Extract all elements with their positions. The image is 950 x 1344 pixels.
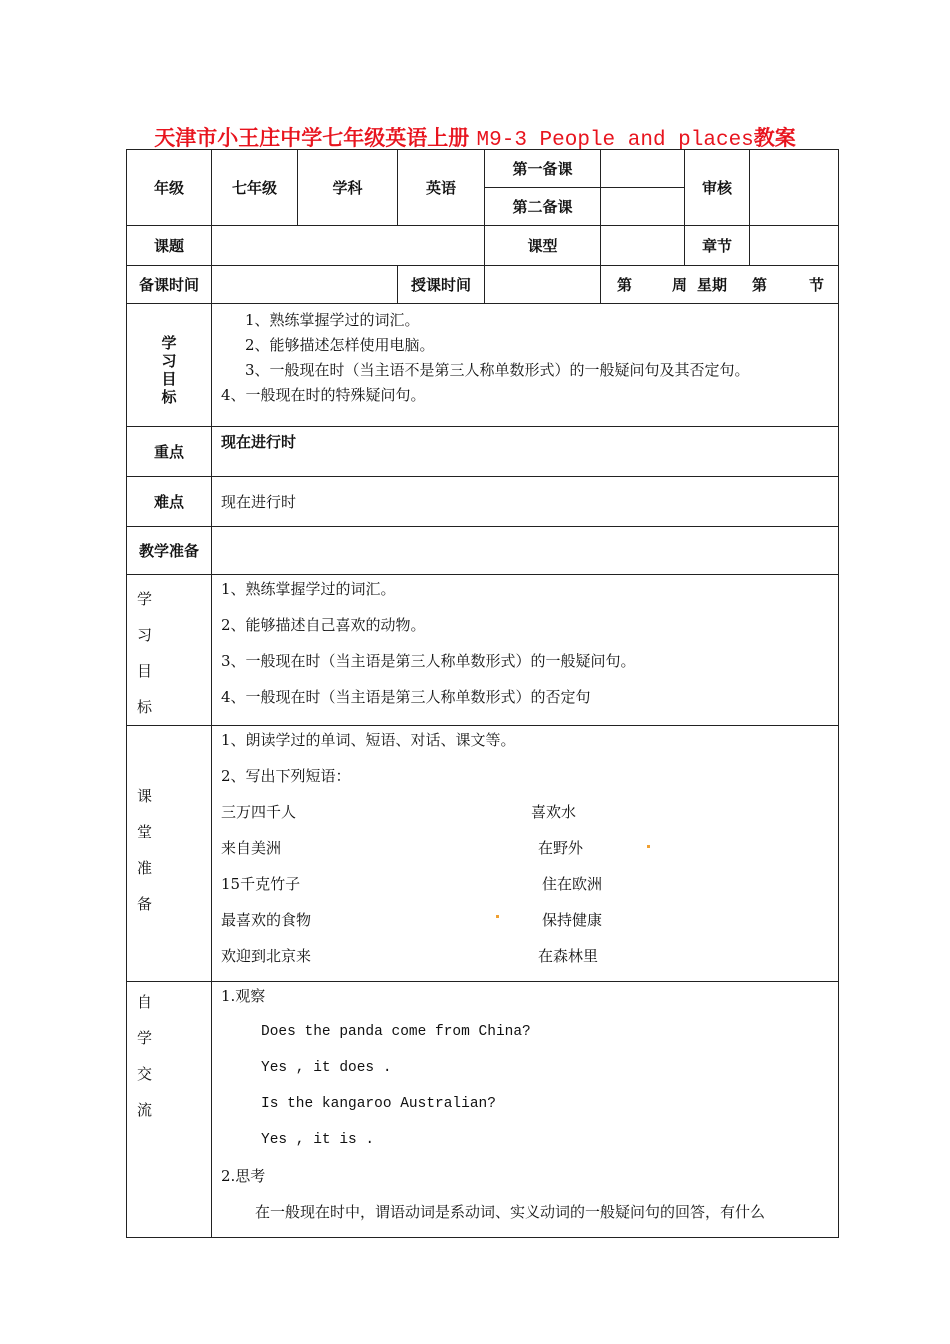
class-prep-label: 课 堂 准 备 — [127, 726, 212, 982]
example-sentence: Yes , it is . — [261, 1132, 375, 1148]
grade-value: 七年级 — [212, 150, 298, 226]
type-value — [601, 226, 685, 266]
stray-mark — [647, 845, 650, 848]
stray-mark — [496, 915, 499, 918]
phrase-pair: 三万四千人 喜欢水 — [221, 803, 577, 821]
objectives2-label: 学 习 目 标 — [127, 575, 212, 726]
subject-value: 英语 — [398, 150, 485, 226]
title-en: M9-3 People and places — [476, 129, 754, 152]
chapter-label: 章节 — [685, 226, 750, 266]
objective2-item: 1、熟练掌握学过的词汇。 — [221, 580, 396, 598]
example-sentence: Is the kangaroo Australian? — [261, 1096, 496, 1112]
title-suffix: 教案 — [753, 125, 796, 150]
phrase-pair: 15千克竹子 住在欧洲 — [221, 875, 603, 893]
review-value — [750, 150, 839, 226]
prep2-label: 第二备课 — [485, 188, 601, 226]
objective1-item: 4、一般现在时的特殊疑问句。 — [221, 386, 426, 404]
preparation-label: 教学准备 — [127, 527, 212, 575]
think-heading: 2.思考 — [221, 1167, 266, 1185]
difficulty-value: 现在进行时 — [212, 477, 839, 527]
objective1-item: 1、熟练掌握学过的词汇。 — [245, 311, 420, 329]
document-title — [0, 122, 950, 152]
observe-heading: 1.观察 — [221, 987, 266, 1005]
title-cn: 天津市小王庄中学七年级英语上册 — [154, 125, 470, 150]
schedule-di: 第 — [617, 276, 633, 294]
objective2-item: 3、一般现在时（当主语是第三人称单数形式）的一般疑问句。 — [221, 652, 636, 670]
teach-time-label: 授课时间 — [398, 266, 485, 304]
phrase-pair: 最喜欢的食物 保持健康 — [221, 911, 603, 929]
objective1-item: 3、一般现在时（当主语不是第三人称单数形式）的一般疑问句及其否定句。 — [245, 361, 750, 379]
schedule-cell — [601, 266, 839, 304]
phrase-pair: 欢迎到北京来 在森林里 — [221, 947, 599, 965]
phrase-pair: 来自美洲 在野外 — [221, 839, 584, 857]
preparation-value — [212, 527, 839, 575]
class-prep-content — [212, 726, 839, 982]
prep-time-value — [212, 266, 398, 304]
prep1-value — [601, 150, 685, 188]
class-prep-line2: 2、写出下列短语： — [221, 767, 351, 785]
review-label: 审核 — [685, 150, 750, 226]
prep-time-label: 备课时间 — [127, 266, 212, 304]
grade-label: 年级 — [127, 150, 212, 226]
key-point-label: 重点 — [127, 427, 212, 477]
key-point-value: 现在进行时 — [212, 427, 839, 477]
objective2-item: 4、一般现在时（当主语是第三人称单数形式）的否定句 — [221, 688, 591, 706]
prep1-label: 第一备课 — [485, 150, 601, 188]
subject-label: 学科 — [298, 150, 398, 226]
topic-label: 课题 — [127, 226, 212, 266]
schedule-zhou: 周 — [672, 276, 688, 294]
type-label: 课型 — [485, 226, 601, 266]
lesson-plan-table — [126, 149, 839, 1238]
self-study-label: 自 学 交 流 — [127, 982, 212, 1238]
prep2-value — [601, 188, 685, 226]
topic-value — [212, 226, 485, 266]
objective1-item: 2、能够描述怎样使用电脑。 — [245, 336, 435, 354]
think-text: 在一般现在时中，谓语动词是系动词、实义动词的一般疑问句的回答，有什么 — [255, 1203, 766, 1221]
objectives2-list — [212, 575, 839, 726]
objectives1-label: 学 习 目 标 — [127, 304, 212, 427]
objectives1-list — [212, 304, 839, 427]
example-sentence: Does the panda come from China? — [261, 1024, 531, 1040]
difficulty-label: 难点 — [127, 477, 212, 527]
example-sentence: Yes , it does . — [261, 1060, 392, 1076]
chapter-value — [750, 226, 839, 266]
class-prep-line1: 1、朗读学过的单词、短语、对话、课文等。 — [221, 731, 516, 749]
teach-time-value — [485, 266, 601, 304]
schedule-di2: 第 — [751, 276, 767, 294]
schedule-xingqi: 星期 — [697, 276, 728, 294]
schedule-jie: 节 — [808, 276, 824, 294]
objective2-item: 2、能够描述自己喜欢的动物。 — [221, 616, 426, 634]
self-study-content — [212, 982, 839, 1238]
